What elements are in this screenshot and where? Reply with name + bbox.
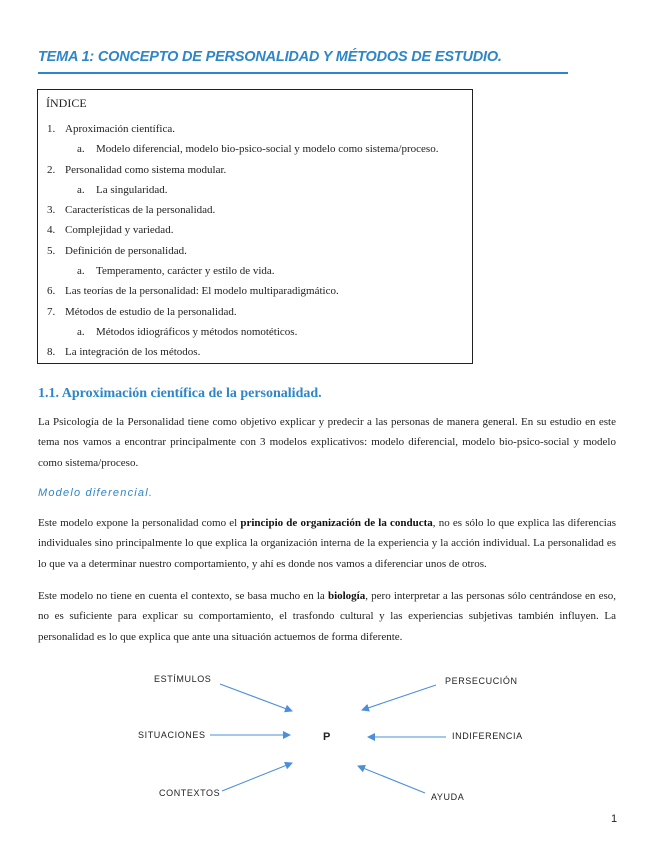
- index-item-text: Personalidad como sistema modular.: [65, 163, 227, 176]
- center-p: P: [323, 731, 331, 743]
- arrow-estimulos: [220, 684, 292, 711]
- label-contextos: CONTEXTOS: [159, 788, 221, 798]
- arrow-persecucion: [362, 685, 436, 710]
- index-item-text: Definición de personalidad.: [65, 244, 187, 257]
- index-item-number: a.: [77, 325, 85, 338]
- index-item-number: 1.: [47, 123, 56, 135]
- index-item-number: 6.: [47, 285, 56, 298]
- index-item-text: Temperamento, carácter y estilo de vida.: [96, 265, 275, 278]
- arrow-ayuda: [358, 766, 425, 793]
- index-item-text: Modelo diferencial, modelo bio-psico-social y modelo como sistema/proceso.: [96, 143, 439, 156]
- index-item-text: La singularidad.: [96, 183, 168, 196]
- bold-term: principio de organización de la conducta: [240, 517, 433, 529]
- index-item-text: Las teorías de la personalidad: El modelo multiparadigmático.: [65, 285, 339, 298]
- paragraph-text: , pero interpretar a las personas sólo centrándose en eso, no es suficiente para explicar su comportamiento, el trasfondo cultural y las experiencias subjetivas también influyen. La personalidad es lo que explica que ante una situación actuemos de forma diferente.: [38, 590, 616, 643]
- label-estimulos: ESTÍMULOS: [154, 674, 212, 684]
- paragraph-text: Este modelo no tiene en cuenta el contexto, se basa mucho en la: [38, 590, 328, 602]
- index-item-text: Características de la personalidad.: [65, 204, 216, 217]
- index-item-number: a.: [77, 183, 85, 196]
- paragraph-text: , no es sólo lo que explica las diferencias individuales sino principalmente lo que explica la organización interna de la experiencia y la acción individual. La personalidad es lo que va a determinar nuestro comportamiento, y ahí es donde nos vamos a diferenciar unos de otros.: [38, 517, 617, 570]
- index-item-number: 7.: [47, 305, 56, 318]
- bold-term: biología: [327, 590, 366, 602]
- page-number: 1: [611, 813, 618, 825]
- index-item-number: 2.: [47, 163, 56, 176]
- title-divider: [38, 72, 568, 74]
- influence-diagram: [0, 660, 655, 820]
- index-item-text: Aproximación científica.: [65, 123, 175, 135]
- index-item-text: La integración de los métodos.: [65, 346, 201, 359]
- intro-paragraph: La Psicología de la Personalidad tiene como objetivo explicar y predecir a las personas de manera general. En su estudio en este tema nos vamos a encontrar principalmente con 3 modelos explicativos: modelo diferencial, modelo bio-psico-social y modelo como sistema/proceso.: [38, 416, 616, 469]
- index-item-number: 5.: [47, 244, 56, 257]
- index-box: [37, 89, 473, 364]
- label-situaciones: SITUACIONES: [138, 730, 206, 740]
- index-heading: ÍNDICE: [46, 96, 87, 110]
- page-title: TEMA 1: CONCEPTO DE PERSONALIDAD Y MÉTODOS DE ESTUDIO.: [38, 49, 502, 65]
- subheading-modelo-diferencial: Modelo diferencial.: [38, 487, 154, 499]
- arrow-contextos: [222, 763, 292, 791]
- section-heading: 1.1. Aproximación científica de la personalidad.: [38, 386, 322, 401]
- paragraph-principio: [38, 513, 616, 574]
- index-item-text: Métodos idiográficos y métodos nomotéticos.: [96, 325, 298, 338]
- label-indiferencia: INDIFERENCIA: [452, 731, 523, 741]
- index-item-text: Complejidad y variedad.: [65, 224, 174, 237]
- index-item-number: a.: [77, 265, 85, 278]
- index-item-number: 3.: [47, 204, 56, 217]
- index-item-number: a.: [77, 143, 85, 156]
- label-persecucion: PERSECUCIÓN: [445, 676, 518, 686]
- label-ayuda: AYUDA: [431, 792, 465, 802]
- index-item-text: Métodos de estudio de la personalidad.: [65, 305, 237, 318]
- index-item-number: 8.: [47, 346, 56, 359]
- index-item-number: 4.: [47, 224, 56, 237]
- paragraph-biologia: [38, 586, 616, 647]
- paragraph-text: Este modelo expone la personalidad como el: [38, 517, 241, 529]
